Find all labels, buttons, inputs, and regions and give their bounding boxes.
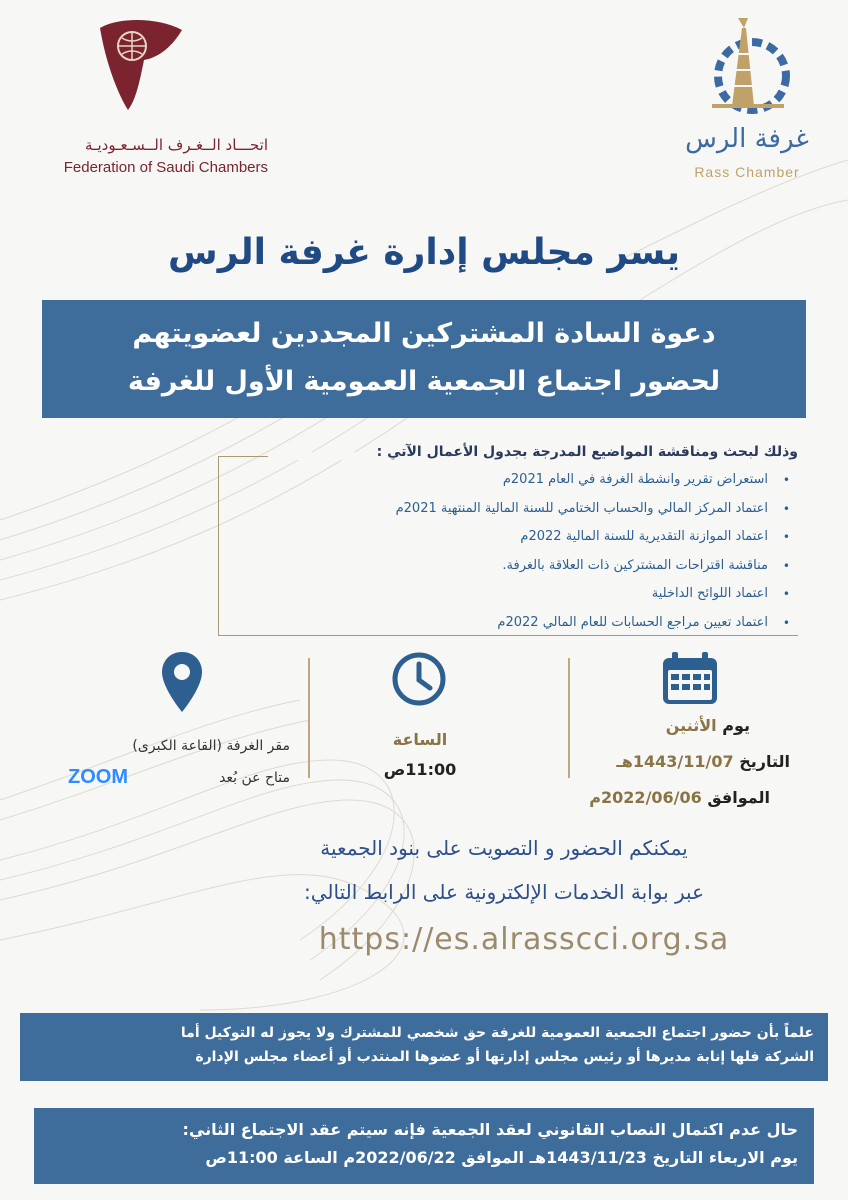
remote-label: متاح عن بُعد <box>219 770 290 786</box>
banner-line-1: دعوة السادة المشتركين المجددين لعضويتهم <box>132 318 716 349</box>
note-line: حال عدم اكتمال النصاب القانوني لعقد الجمعية فإنه سيتم عقد الاجتماع الثاني: <box>182 1120 798 1139</box>
day: يوم الأثنين <box>665 716 750 735</box>
rass-logo <box>662 14 832 180</box>
agenda-intro: وذلك لبحث ومناقشة المواضيع المدرجة بجدول الأعمال الآتي : <box>371 444 798 460</box>
note-line: علماً بأن حضور اجتماع الجمعية العمومية للغرفة حق شخصي للمشترك ولا يجوز له التوكيل أما <box>180 1025 814 1041</box>
quorum-note <box>34 1108 814 1184</box>
meeting-info <box>40 648 810 820</box>
rass-emblem-icon <box>692 14 802 124</box>
hijri-date: التاريخ 1443/11/07هـ <box>616 752 790 771</box>
agenda-item: • اعتماد اللوائح الداخلية <box>230 582 790 611</box>
agenda-list <box>230 468 790 639</box>
divider <box>568 658 570 778</box>
portal-link[interactable]: https://es.alrasscci.org.sa <box>318 922 730 957</box>
time-label: الساعة <box>392 730 448 749</box>
fsc-english-name: Federation of Saudi Chambers <box>63 159 268 176</box>
fsc-emblem-icon <box>96 14 186 114</box>
note-line: الشركة فلها إنابة مديرها أو رئيس مجلس إدارتها أو عضوها المنتدب أو أعضاء مجلس الإدارة <box>195 1049 814 1065</box>
zoom-logo: ZOOM <box>68 766 128 788</box>
rass-english-name: Rass Chamber <box>694 164 800 180</box>
gregorian-date: الموافق 2022/06/06م <box>589 788 770 807</box>
rass-arabic-name: غرفة الرس <box>685 124 809 154</box>
agenda-item: • اعتماد تعيين مراجع الحسابات للعام المالي 2022م <box>230 611 790 640</box>
agenda-item: • مناقشة اقتراحات المشتركين ذات العلاقة بالغرفة. <box>230 554 790 583</box>
agenda-item: • اعتماد المركز المالي والحساب الختامي للسنة المالية المنتهية 2021م <box>230 497 790 526</box>
agenda-item: • استعراض تقرير وانشطة الغرفة في العام 2021م <box>230 468 790 497</box>
time-value: 11:00ص <box>383 760 457 779</box>
page-title: يسر مجلس إدارة غرفة الرس <box>168 232 680 273</box>
note-line: يوم الاربعاء التاريخ 1443/11/23هـ الموافق 2022/06/22م الساعة 11:00ص <box>205 1148 798 1167</box>
attendance-note <box>20 1013 828 1081</box>
vote-line-1: يمكنكم الحضور و التصويت على بنود الجمعية <box>320 836 688 860</box>
invitation-banner <box>42 300 806 418</box>
vote-line-2: عبر بوابة الخدمات الإلكترونية على الرابط التالي: <box>303 880 705 904</box>
location-pin-icon <box>160 650 204 714</box>
banner-line-2: لحضور اجتماع الجمعية العمومية الأول للغرفة <box>127 366 721 397</box>
fsc-arabic-name: اتحـــاد الــغـرف الــسـعـوديـة <box>85 136 268 154</box>
fsc-logo <box>18 14 268 174</box>
agenda-item: • اعتماد الموازنة التقديرية للسنة المالية 2022م <box>230 525 790 554</box>
clock-icon <box>390 650 448 708</box>
calendar-icon <box>660 650 720 708</box>
location-label: مقر الغرفة (القاعة الكبرى) <box>132 738 290 754</box>
divider <box>308 658 310 778</box>
agenda-section <box>218 440 798 636</box>
